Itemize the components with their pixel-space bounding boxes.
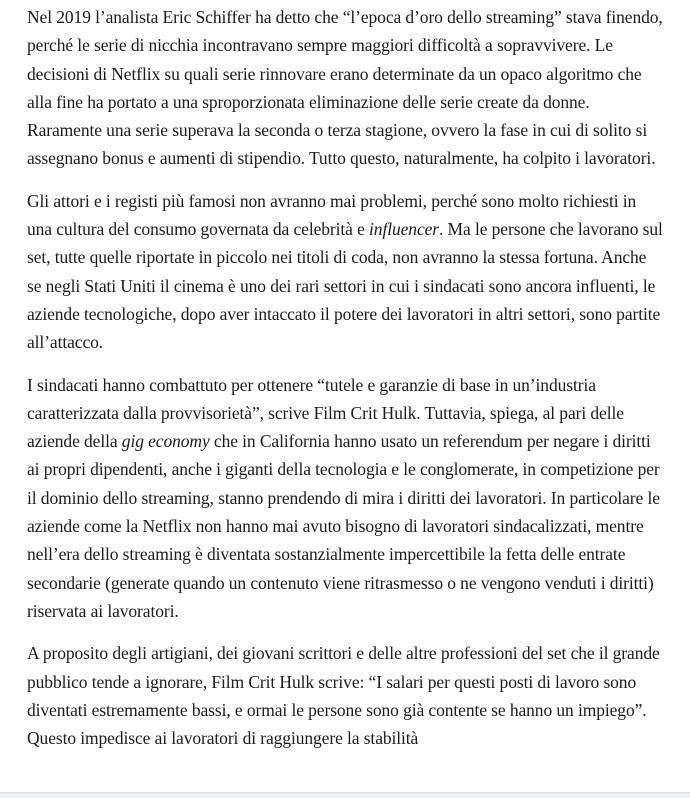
text-run: . Ma le persone che lavorano sul set, tutte quelle riportate in piccolo nei titoli di coda, non avranno la stessa fortuna. Anche se negli Stati Uniti il cinema è uno dei rari settori in cui i sindacati sono ancora influenti, le aziende tecnologiche, dopo aver intaccato il potere dei lavoratori in altri settori, sono partite all’attacco. [27, 219, 663, 353]
italic-text-run: gig economy [121, 431, 210, 452]
text-run: A proposito degli artigiani, dei giovani scrittori e delle altre professioni del set che il grande pubblico tende a ignorare, Film Crit Hulk scrive: “I salari per questi posti di lavoro sono diventati estremamente bassi, e ormai le persone sono già contente se hanno un impiego”. Questo impedisce ai lavoratori di raggiungere la stabilità [27, 643, 660, 749]
text-run: Gli attori e i registi più famosi non avranno mai problemi, perché sono molto richiesti in una cultura del consumo governata da celebrità e [27, 190, 637, 240]
article-paragraph [27, 371, 663, 626]
text-run: che in California hanno usato un referendum per negare i diritti ai propri dipendenti, anche i giganti della tecnologia e le conglomerate, in competizione per il dominio dello streaming, stanno prendendo di mira i diritti dei lavoratori. In particolare le aziende come la Netflix non hanno mai avuto bisogno di lavoratori sindacalizzati, mentre nell’era dello streaming è diventata sostanzialmente impercettibile la fetta delle entrate secondarie (generate quando un contenuto viene ritrasmesso o ne vengono venduti i diritti) riservata ai lavoratori. [27, 431, 660, 621]
article-paragraph [27, 3, 663, 173]
article-paragraph [27, 187, 663, 357]
text-run: I sindacati hanno combattuto per ottenere “tutele e garanzie di base in un’industria caratterizzata dalla provvisorietà”, scrive Film Crit Hulk. Tuttavia, spiega, al pari delle aziende della [27, 374, 624, 452]
article-body [27, 3, 663, 752]
article-paragraph [27, 639, 663, 752]
italic-text-run: influencer [369, 219, 439, 240]
bottom-divider [0, 792, 690, 798]
text-run: Nel 2019 l’analista Eric Schiffer ha detto che “l’epoca d’oro dello streaming” stava finendo, perché le serie di nicchia incontravano sempre maggiori difficoltà a sopravvivere. Le decisioni di Netflix su quali serie rinnovare erano determinate da un opaco algoritmo che alla fine ha portato a una sproporzionata eliminazione delle serie create da donne. Raramente una serie superava la seconda o terza stagione, ovvero la fase in cui di solito si assegnano bonus e aumenti di stipendio. Tutto questo, naturalmente, ha colpito i lavoratori. [27, 7, 663, 169]
